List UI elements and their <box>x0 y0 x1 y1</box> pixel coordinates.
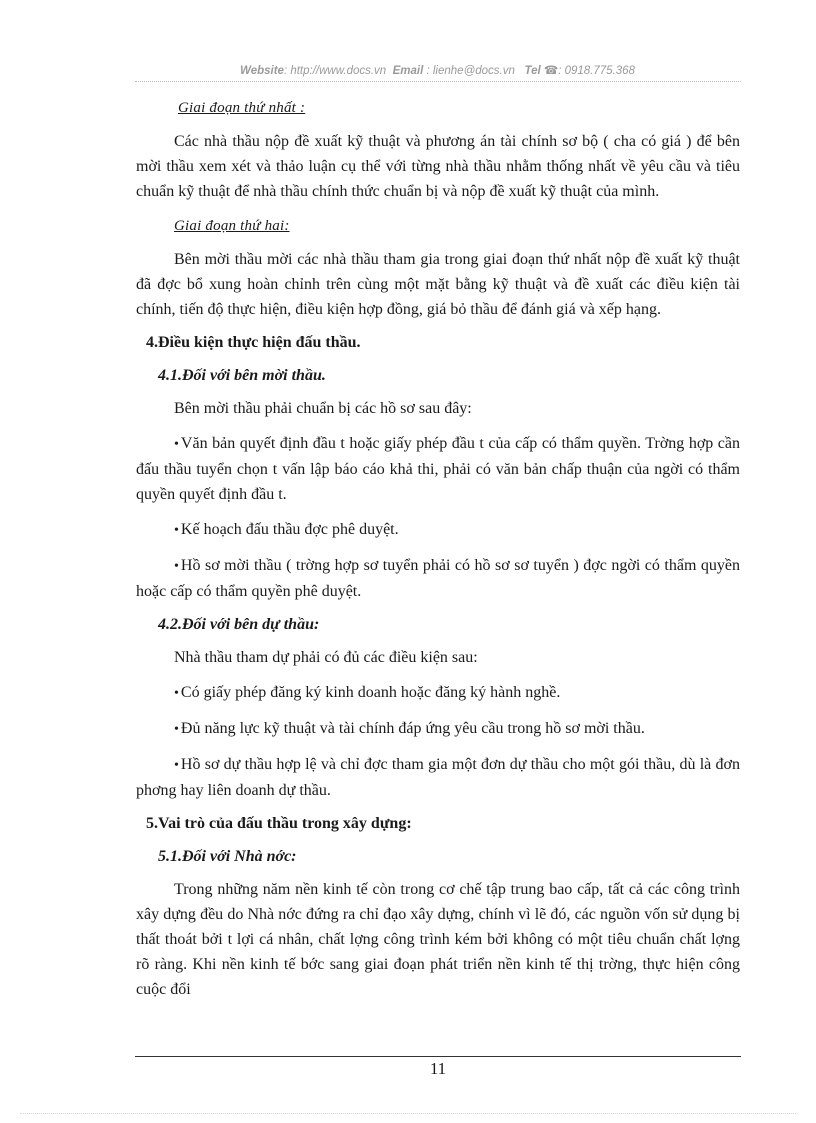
page-header <box>135 63 740 77</box>
list-item: • Hồ sơ mời thầu ( trờng hợp sơ tuyển phải có hồ sơ sơ tuyển ) đợc ngời có thẩm quyền hoặc cấp có thẩm quyền phê duyệt. <box>136 557 740 600</box>
list-item: • Đủ năng lực kỹ thuật và tài chính đáp ứng yêu cầu trong hồ sơ mời thầu. <box>174 720 645 737</box>
page-edge <box>20 1113 796 1114</box>
section51-paragraph: Trong những năm nền kinh tế còn trong cơ chế tập trung bao cấp, tất cả các công trình xây dựng đều do Nhà nớc đứng ra chỉ đạo xây dựng, chính vì lẽ đó, các nguồn vốn sử dụng bị thất thoát bởi t lợi cá nhân, chất lợng công trình kém bởi không có một tiêu chuẩn chất lợng rõ ràng. Khi nền kinh tế bớc sang giai đoạn phát triển nền kinh tế thị trờng, thực hiện công cuộc đổi <box>136 881 740 998</box>
tel-label: Tel <box>524 65 541 77</box>
tel-value: : 0918.775.368 <box>558 65 635 77</box>
phase1-title: Giai đoạn thứ nhất : <box>178 100 306 116</box>
phase2-title: Giai đoạn thứ hai: <box>174 218 290 234</box>
section42-heading: 4.2.Đối với bên dự thầu: <box>158 616 320 633</box>
section51-heading: 5.1.Đối với Nhà nớc: <box>158 848 297 865</box>
bullet-icon: • <box>174 758 179 773</box>
header-divider <box>135 81 741 82</box>
footer-divider <box>135 1056 741 1057</box>
section41-intro: Bên mời thầu phải chuẩn bị các hồ sơ sau đây: <box>174 400 472 417</box>
page-number: 11 <box>429 1059 447 1078</box>
bullet-icon: • <box>174 686 179 701</box>
phone-icon: ☎ <box>543 65 559 77</box>
phase1-paragraph: Các nhà thầu nộp đề xuất kỹ thuật và phương án tài chính sơ bộ ( cha có giá ) để bên mời thầu xem xét và thảo luận cụ thể với từng nhà thầu nhằm thống nhất về yêu cầu và tiêu chuẩn kỹ thuật để nhà thầu chính thức chuẩn bị và nộp đề xuất kỹ thuật của mình. <box>136 133 740 200</box>
section4-heading: 4.Điều kiện thực hiện đấu thầu. <box>146 334 361 351</box>
bullet-icon: • <box>174 722 179 737</box>
document-body <box>136 96 740 1002</box>
section42-intro: Nhà thầu tham dự phải có đủ các điều kiện sau: <box>174 649 478 666</box>
bullet-icon: • <box>174 559 179 574</box>
list-item: • Kế hoạch đấu thầu đợc phê duyệt. <box>174 521 399 538</box>
section41-heading: 4.1.Đối với bên mời thầu. <box>158 367 326 384</box>
bullet-icon: • <box>174 437 179 452</box>
list-item: • Có giấy phép đăng ký kinh doanh hoặc đăng ký hành nghề. <box>174 684 561 701</box>
email-label: Email <box>392 65 424 77</box>
website-label: Website <box>240 65 284 77</box>
list-item: • Hồ sơ dự thầu hợp lệ và chỉ đợc tham gia một đơn dự thầu cho một gói thầu, dù là đơn phơng hay liên doanh dự thầu. <box>136 756 740 799</box>
website-value: : http://www.docs.vn <box>283 65 387 77</box>
list-item: • Văn bản quyết định đầu t hoặc giấy phép đầu t của cấp có thẩm quyền. Trờng hợp cần đấu thầu tuyển chọn t vấn lập báo cáo khả thi, phải có văn bản chấp thuận của ngời có thẩm quyền quyết định đầu t. <box>136 435 740 503</box>
phase2-paragraph: Bên mời thầu mời các nhà thầu tham gia trong giai đoạn thứ nhất nộp đề xuất kỹ thuật đã đợc bổ xung hoàn chỉnh trên cùng một mặt bằng kỹ thuật và đề xuất các điều kiện tài chính, tiến độ thực hiện, điều kiện hợp đồng, giá bỏ thầu để đánh giá và xếp hạng. <box>136 251 740 318</box>
bullet-icon: • <box>174 523 179 538</box>
email-value: : lienhe@docs.vn <box>426 65 515 77</box>
section5-heading: 5.Vai trò của đấu thầu trong xây dựng: <box>146 815 412 832</box>
